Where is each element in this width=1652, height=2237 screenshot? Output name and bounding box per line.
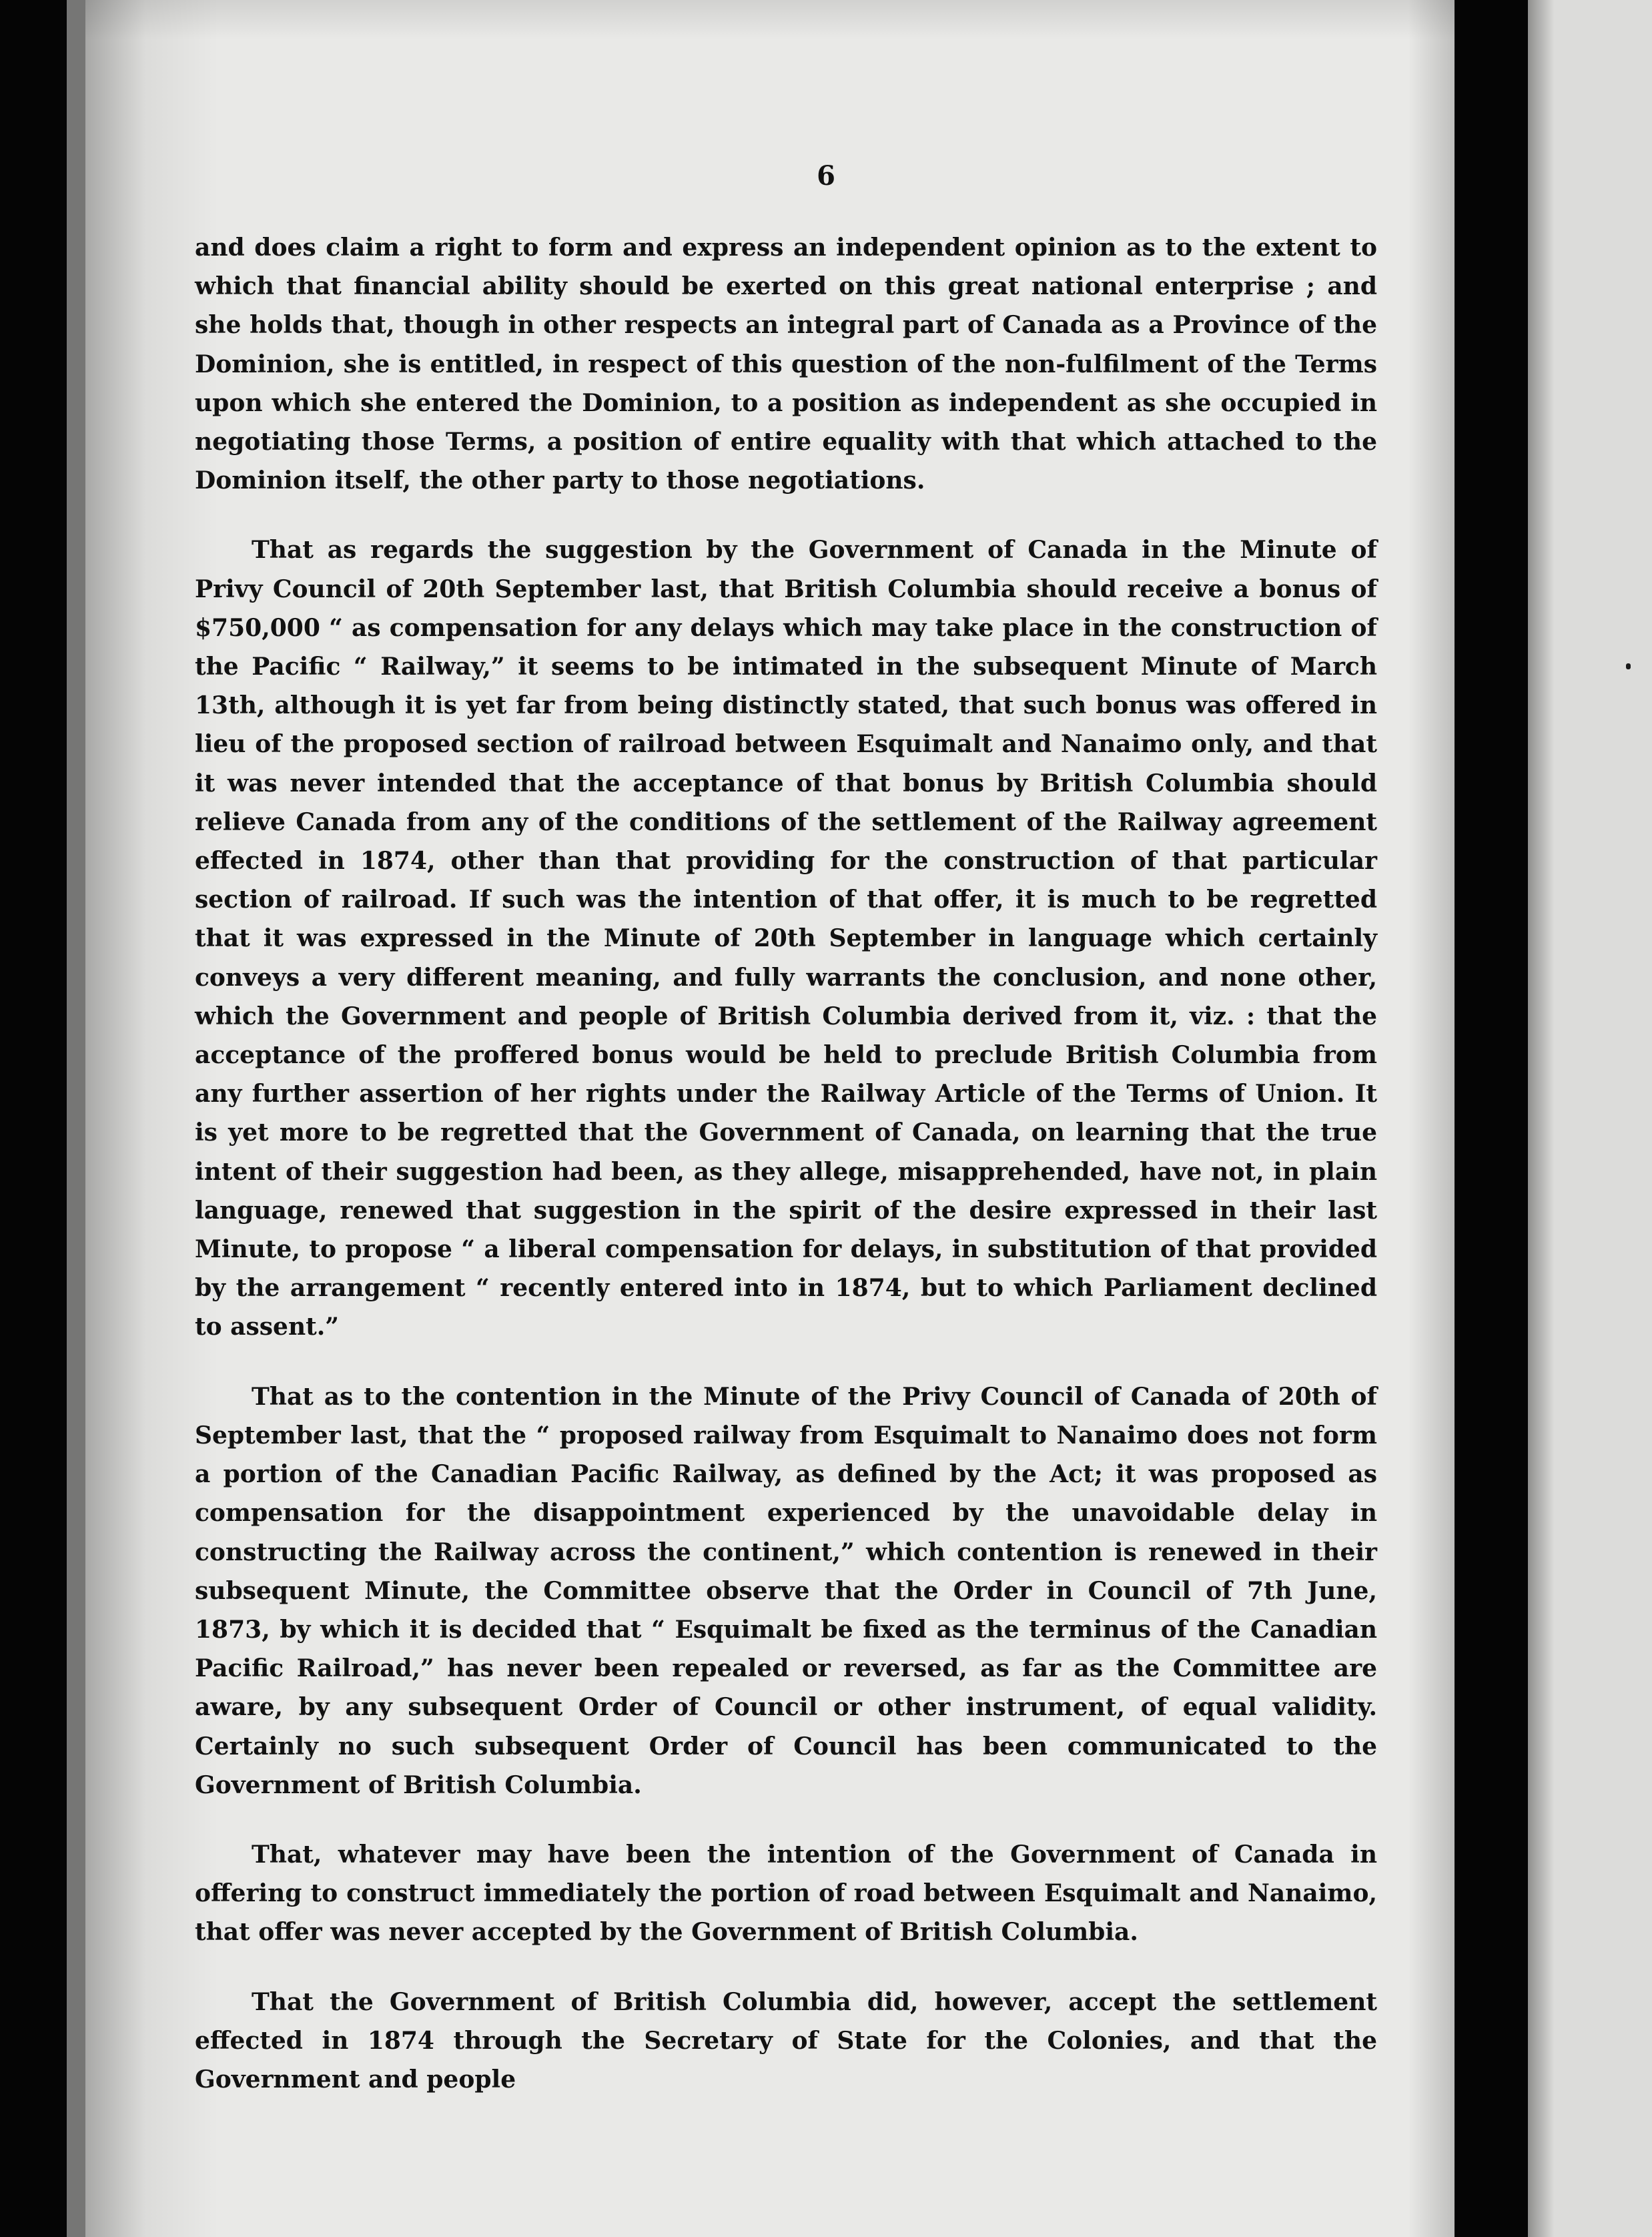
paragraph-continued: and does claim a right to form and express an independent opinion as to the extent to which that financial ability should be exerted on this great national enterprise ; and she holds that, though in other respects an integral part of Canada as a Province of the Dominion, she is entitled, in respect of this question of the non-fulfilment of the Terms upon which she entered the Dominion, to a position as independent as she occupied in negotiating those Terms, a position of entire equality with that which attached to the Dominion itself, the other party to those negotiations. [195,234,1377,495]
stray-mark [1626,663,1631,669]
paragraph-offer-not-accepted: That, whatever may have been the intention of the Government of Canada in offering to construct immediately the portion of road between Esquimalt and Nanaimo, that offer was never accepted by the Government of British Columbia. [195,1840,1377,1947]
adjacent-page-edge [1528,0,1652,2237]
paragraph-esquimalt-contention: That as to the contention in the Minute of the Privy Council of Canada of 20th of September last, that the “ proposed railway from Esquimalt to Nanaimo does not form a portion of the Canadian Pacific Railway, as defined by the Act; it was proposed as compensation for the disappointment experienced by the unavoidable delay in constructing the Railway across the continent,” which contention is renewed in their subsequent Minute, the Committee observe that the Order in Council of 7th June, 1873, by which it is decided that “ Esquimalt be fixed as the terminus of the Canadian Pacific Railroad,” has never been repealed or reversed, as far as the Committee are aware, by any subsequent Order of Council or other instrument, of equal validity. Certainly no such subsequent Order of Council has been communicated to the Government of British Columbia. [195,1382,1377,1799]
page-edge [67,0,87,2237]
body-text [195,228,1377,2130]
paragraph-bonus-suggestion: That as regards the suggestion by the Government of Canada in the Minute of Privy Council of 20th September last, that British Columbia should receive a bonus of $750,000 “ as compensation for any delays which may take place in the construction of the Pacific “ Railway,” it seems to be intimated in the subsequent Minute of March 13th, although it is yet far from being distinctly stated, that such bonus was offered in lieu of the proposed section of railroad between Esquimalt and Nanaimo only, and that it was never intended that the acceptance of that bonus by British Columbia should relieve Canada from any of the conditions of the settlement of the Railway agreement effected in 1874, other than that providing for the construction of that particular section of railroad. If such was the intention of that offer, it is much to be regretted that it was expressed in the Minute of 20th September in language which certainly conveys a very different meaning, and fully warrants the conclusion, and none other, which the Government and people of British Columbia derived from it, viz. : that the acceptance of the proffered bonus would be held to preclude British Columbia from any further assertion of her rights under the Railway Article of the Terms of Union. It is yet more to be regretted that the Government of Canada, on learning that the true intent of their suggestion had been, as they allege, misapprehended, have not, in plain language, renewed that suggestion in the spirit of the desire expressed in their last Minute, to propose “ a liberal compensation for delays, in substitution of that provided by the arrangement “ recently entered into in 1874, but to which Parliament declined to assent.” [195,536,1377,1341]
page-number: 6 [817,160,835,192]
paragraph-settlement-1874: That the Government of British Columbia did, however, accept the settlement effected in 1874 through the Secretary of State for the Colonies, and that the Government and people [195,1987,1377,2094]
